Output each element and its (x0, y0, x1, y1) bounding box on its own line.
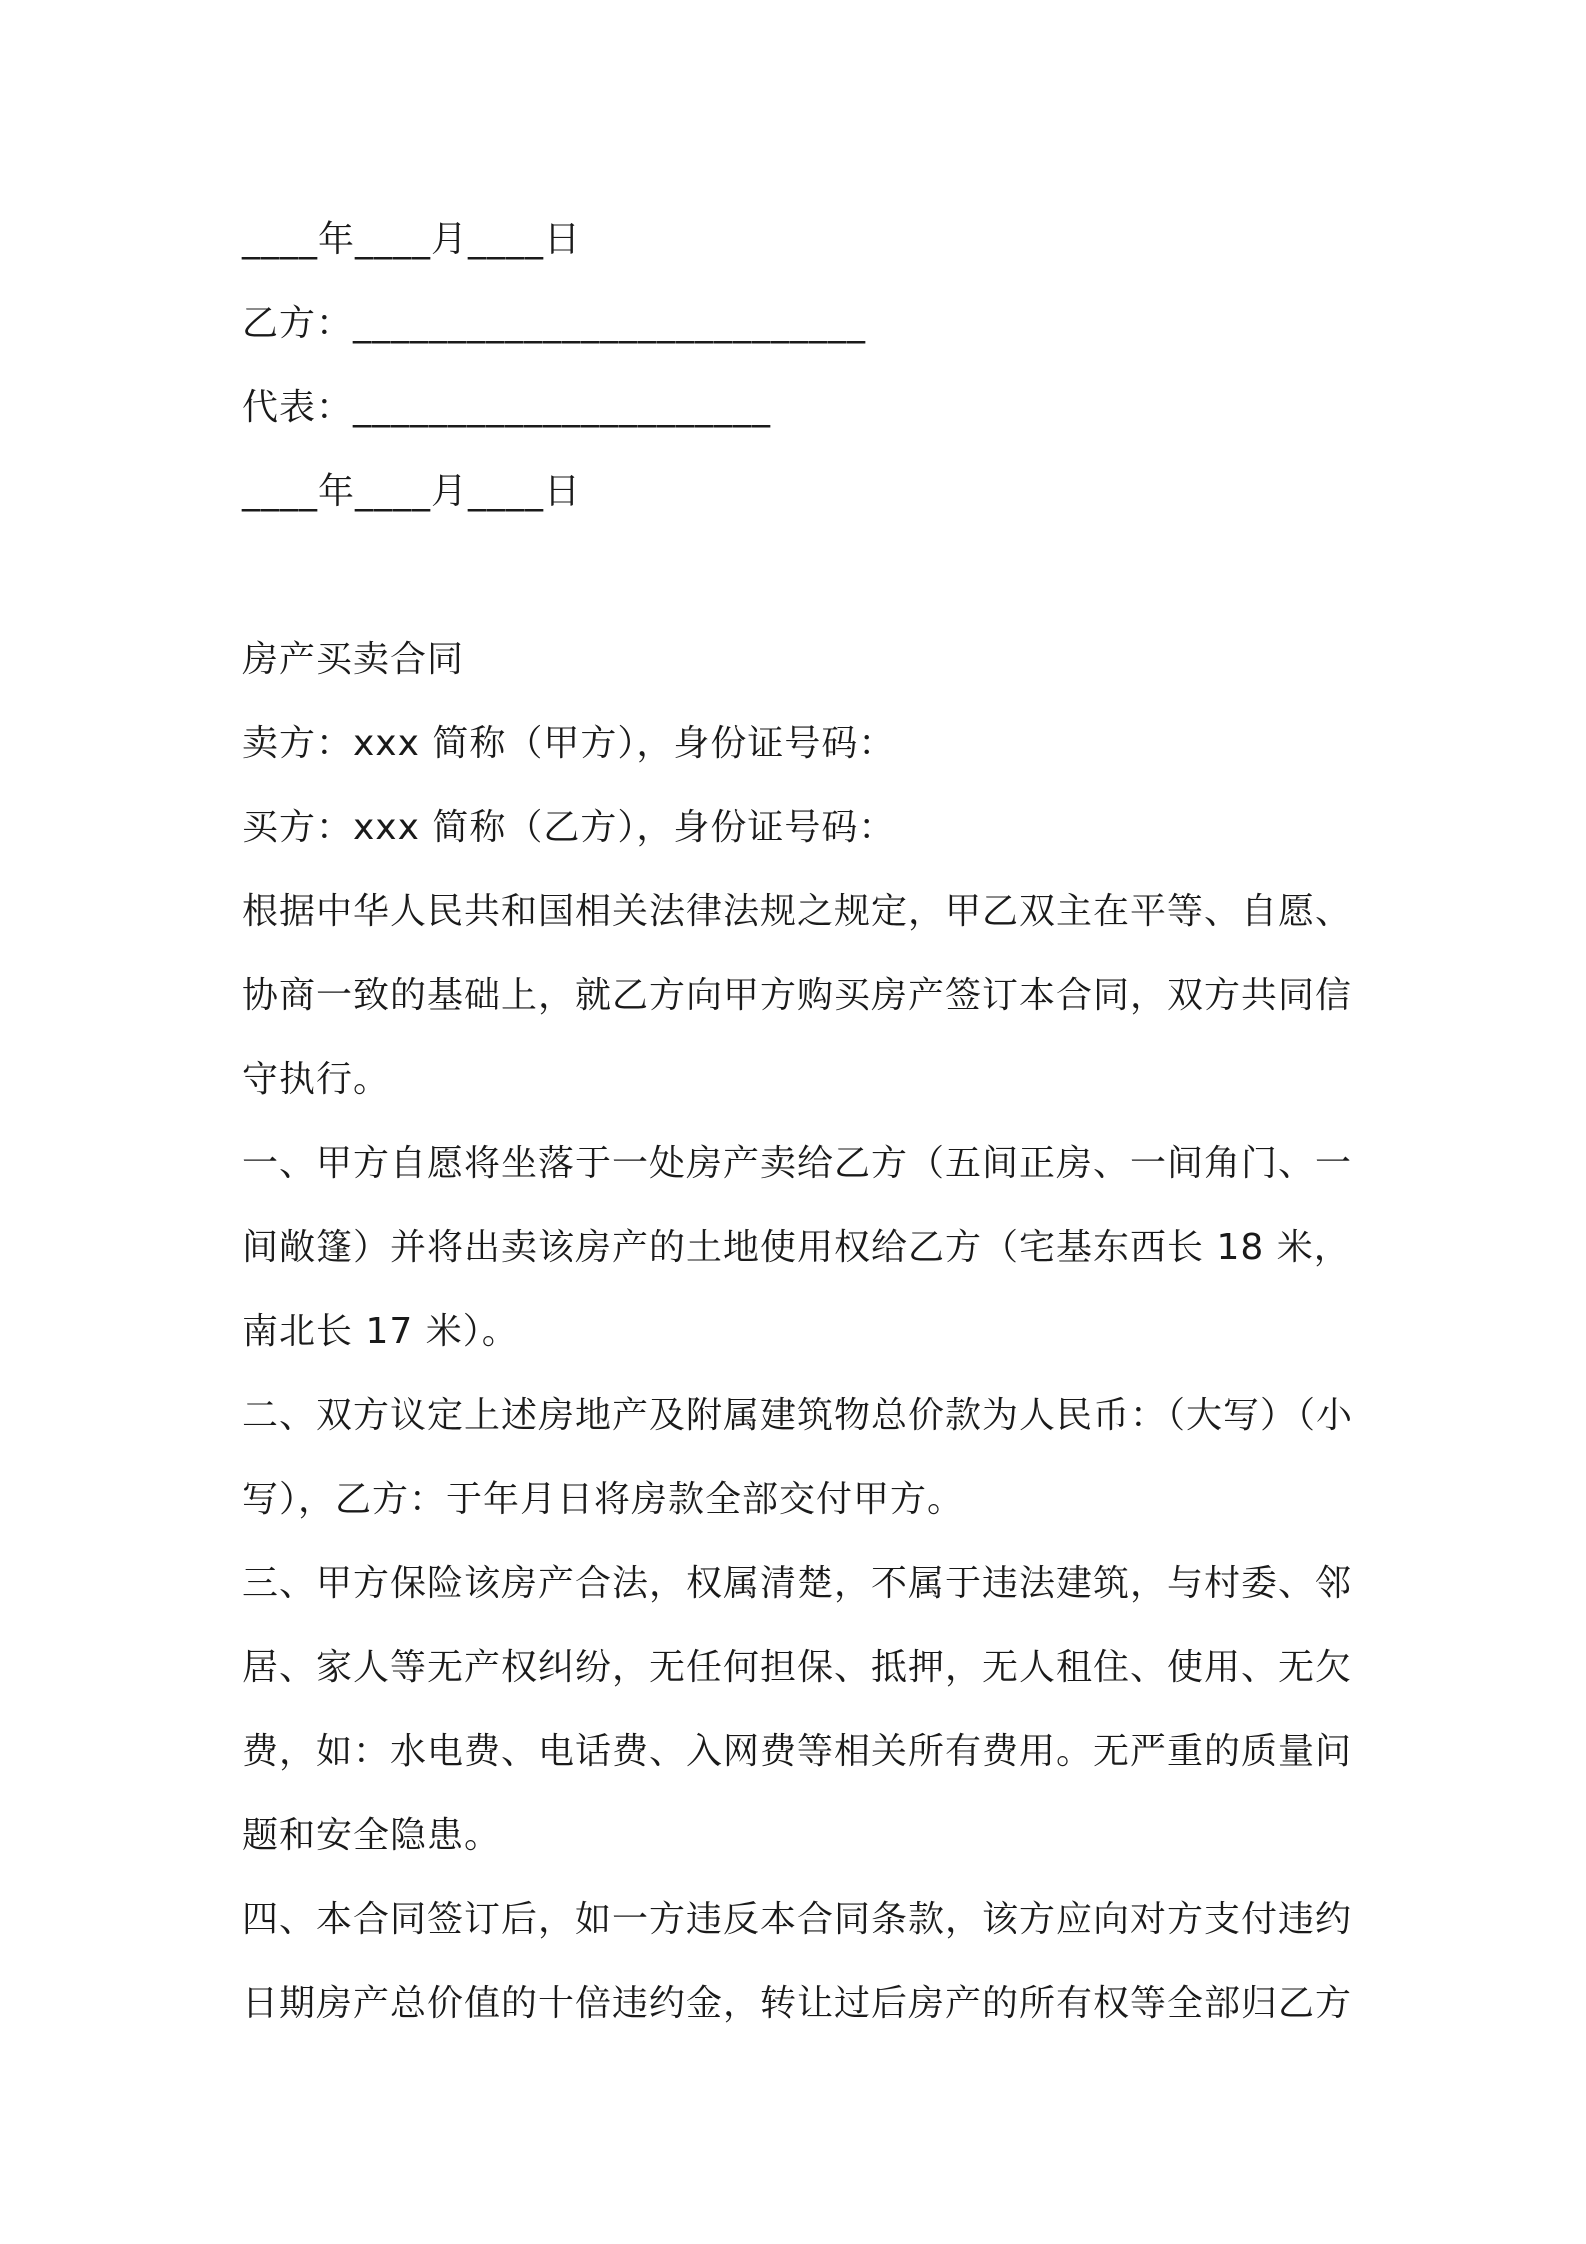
section-spacer (242, 534, 1362, 618)
clause-2: 二、双方议定上述房地产及附属建筑物总价款为人民币：（大写）（小写），乙方：于年月日将房款全部交付甲方。 (242, 1395, 1354, 1520)
preamble-paragraph: 根据中华人民共和国相关法律法规之规定，甲乙双主在平等、自愿、协商一致的基础上，就乙方向甲方购买房产签订本合同，双方共同信守执行。 (242, 891, 1353, 1100)
clause-3: 三、甲方保险该房产合法，权属清楚，不属于违法建筑，与村委、邻居、家人等无产权纠纷，无任何担保、抵押，无人租住、使用、无欠费，如：水电费、电话费、入网费等相关所有费用。无严重的质量问题和安全隐患。 (242, 1563, 1353, 1856)
contract-title: 房产买卖合同 (242, 639, 465, 680)
date-line: ____年____月____日 (242, 471, 582, 512)
date-line: ____年____月____日 (242, 219, 582, 260)
clause-1: 一、甲方自愿将坐落于一处房产卖给乙方（五间正房、一间角门、一间敞篷）并将出卖该房产的土地使用权给乙方（宅基东西长 18 米，南北长 17 米）。 (242, 1143, 1353, 1352)
clause-4: 四、本合同签订后，如一方违反本合同条款，该方应向对方支付违约日期房产总价值的十倍违约金，转让过后房产的所有权等全部归乙方 (242, 1899, 1353, 2024)
buyer-line: 买方：xxx 简称（乙方），身份证号码： (242, 807, 896, 848)
representative-signature-line: 代表：______________________ (242, 387, 772, 428)
seller-line: 卖方：xxx 简称（甲方），身份证号码： (242, 723, 896, 764)
document-body (242, 198, 1362, 2046)
party-b-signature-line: 乙方：___________________________ (242, 303, 867, 344)
